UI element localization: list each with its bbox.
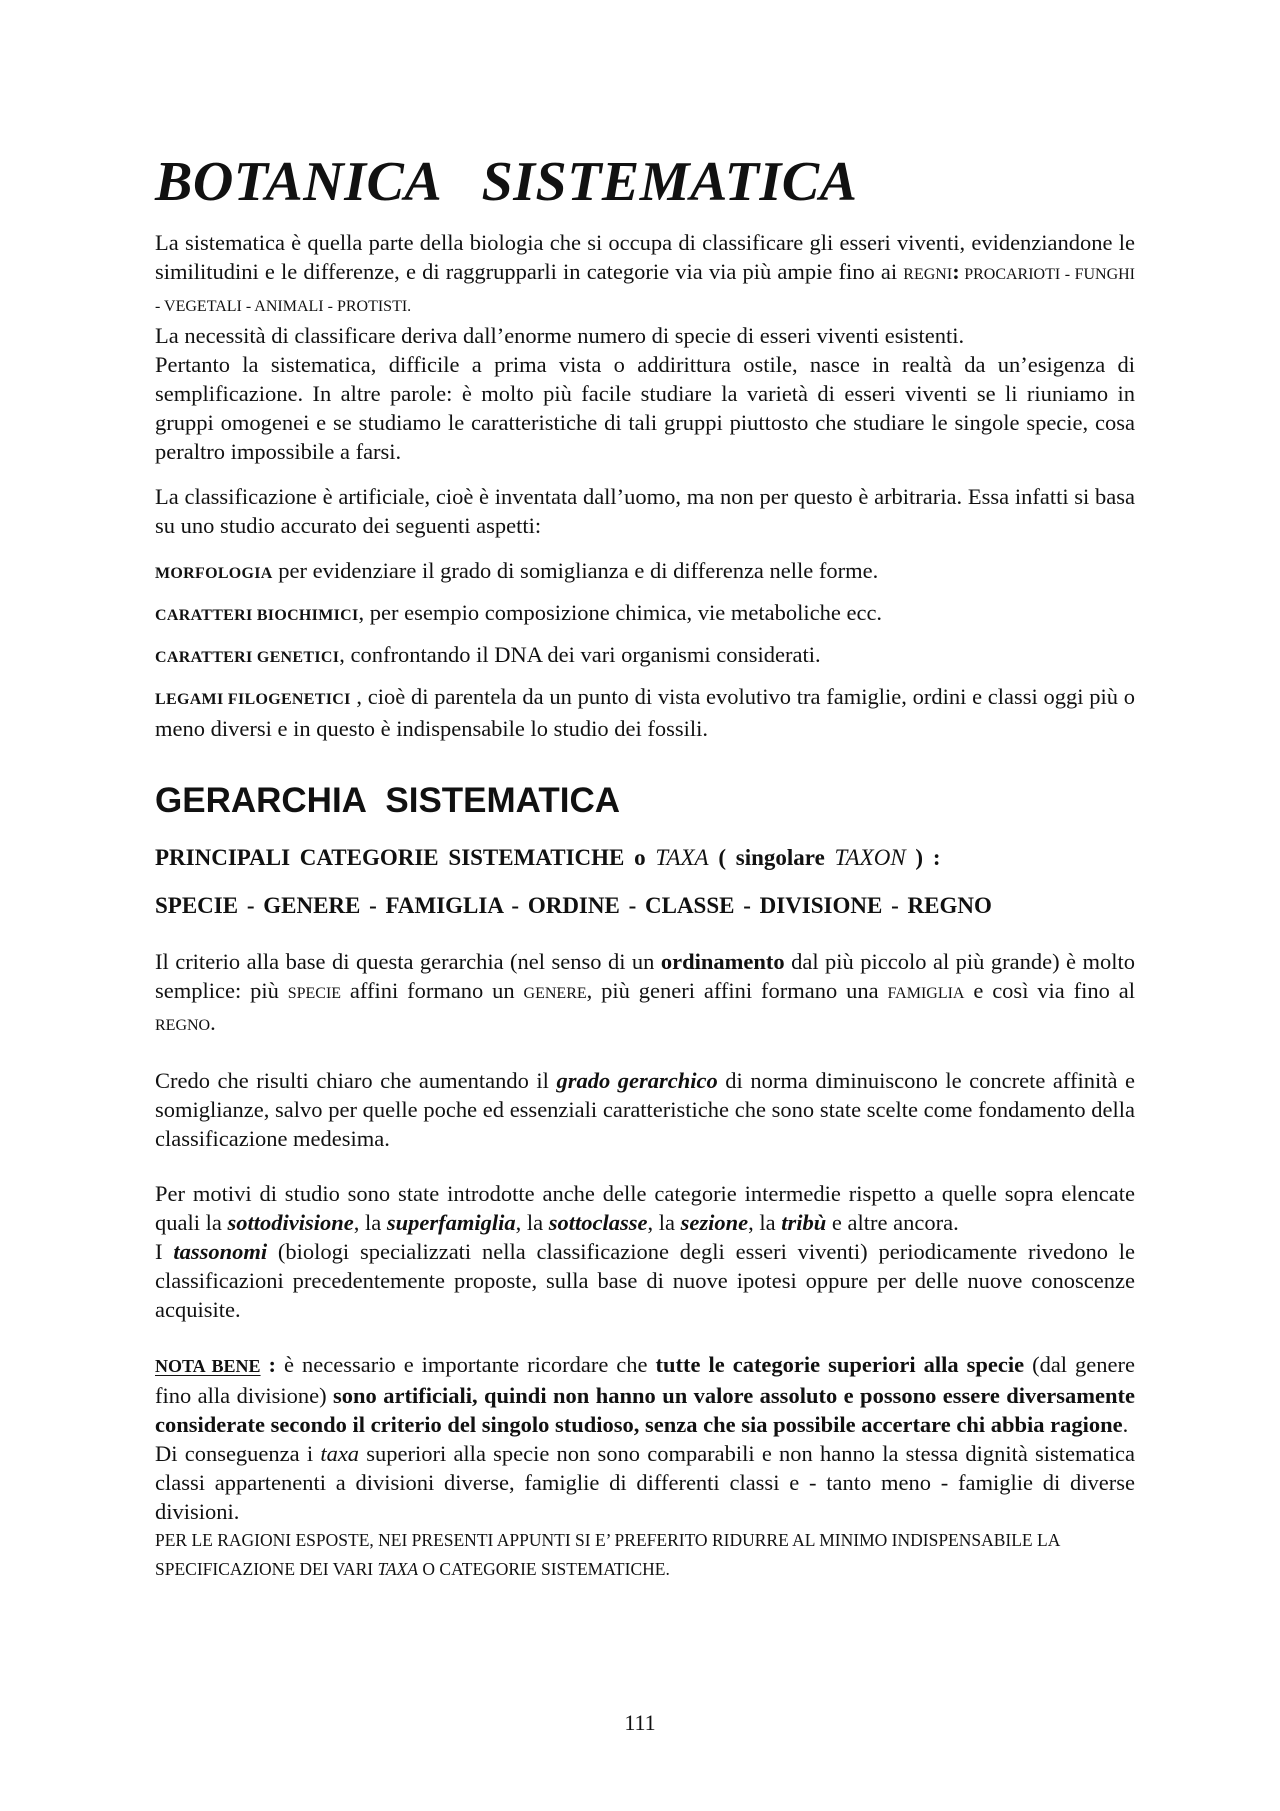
- text: PER LE RAGIONI ESPOSTE, NEI PRESENTI APPUNTI SI E’ PREFERITO RIDURRE AL MINIMO INDISPENSABILE LA SPECIFICAZIONE DEI VARI: [155, 1530, 1060, 1579]
- emphasis-text: sono artificiali, quindi non hanno un valore assoluto e possono essere diversamente considerate secondo il criterio del singolo studioso, senza che sia possibile accertare chi abbia ragione: [155, 1383, 1135, 1437]
- text: affini formano un: [341, 978, 524, 1003]
- text: è necessario e importante ricordare che: [276, 1352, 656, 1377]
- criterion-term: CARATTERI BIOCHIMICI: [155, 607, 359, 624]
- emphasis-text: tutte le categorie superiori alla specie: [655, 1352, 1025, 1377]
- taxa-term: TAXA: [655, 845, 709, 870]
- caps-note: [155, 1526, 1135, 1584]
- colon: :: [952, 259, 960, 284]
- text: PRINCIPALI CATEGORIE SISTEMATICHE o: [155, 845, 656, 870]
- section-heading-gerarchia: GERARCHIA SISTEMATICA: [155, 781, 620, 820]
- text: superiori alla specie non sono comparabili e non hanno la stessa dignità sistematica classi appartenenti a divisioni diverse, famiglie di differenti classi e - tanto meno - famiglie di diverse divisioni.: [155, 1441, 1135, 1524]
- criterion-term: MORFOLOGIA: [155, 565, 273, 582]
- text: O CATEGORIE SISTEMATICHE.: [418, 1559, 670, 1579]
- text: (biologi specializzati nella classificazione degli esseri viventi) periodicamente rivedono le classificazioni precedentemente proposte, sulla base di nuove ipotesi oppure per delle nuove conoscenze acquisite.: [155, 1239, 1136, 1322]
- tassonomi-term: tassonomi: [173, 1239, 268, 1264]
- text: Per motivi di studio sono state introdotte anche delle categorie intermedie rispetto a quelle sopra elencate quali la: [155, 1181, 1135, 1235]
- text: Di conseguenza i: [155, 1441, 321, 1466]
- criterion-term: CARATTERI GENETICI: [155, 649, 340, 666]
- text: di norma diminuiscono le concrete affinità e somiglianze, salvo per quelle poche ed essenziali caratteristiche che sono state scelte come fondamento della classificazione medesima.: [155, 1068, 1135, 1151]
- text: ) :: [905, 845, 941, 870]
- conseguenza-paragraph: [155, 1439, 1135, 1526]
- intro-paragraph-2: La necessità di classificare deriva dall’enorme numero di specie di esseri viventi esistenti.: [155, 323, 965, 348]
- nota-bene-paragraph: [155, 1350, 1135, 1439]
- gerarchia-paragraph-2: [155, 1066, 1135, 1153]
- grado-gerarchico-term: grado gerarchico: [556, 1068, 718, 1093]
- sottoclasse-term: sottoclasse: [548, 1210, 648, 1235]
- criterion-text: , confrontando il DNA dei vari organismi considerati.: [339, 642, 821, 667]
- text: ( singolare: [708, 845, 835, 870]
- nota-bene-label: NOTA BENE: [155, 1356, 261, 1376]
- criterion-genetici: [155, 640, 1135, 672]
- text: La sistematica è quella parte della biologia che si occupa di classificare gli esseri viventi, evidenziandone le similitudini e le differenze, e di raggrupparli in categorie via via più ampie fino ai: [155, 230, 1135, 284]
- text: .: [210, 1010, 216, 1035]
- page-title: BOTANICA SISTEMATICA: [155, 151, 858, 213]
- criterion-text: per evidenziare il grado di somiglianza e di differenza nelle forme.: [272, 558, 879, 583]
- subheading-categorie: [155, 843, 1135, 873]
- ranks-list: SPECIE - GENERE - FAMIGLIA - ORDINE - CLASSE - DIVISIONE - REGNO: [155, 893, 992, 918]
- text: e altre ancora.: [826, 1210, 959, 1235]
- text: .: [1122, 1412, 1129, 1437]
- text: , la: [515, 1210, 549, 1235]
- sottodivisione-term: sottodivisione: [227, 1210, 354, 1235]
- criterion-biochimici: [155, 598, 1135, 630]
- intro-paragraph-4: La classificazione è artificiale, cioè è inventata dall’uomo, ma non per questo è arbitraria. Essa infatti si basa su uno studio accurato dei seguenti aspetti:: [155, 484, 1135, 538]
- gerarchia-paragraph-4: [155, 1237, 1135, 1324]
- gerarchia-paragraph-3: [155, 1179, 1135, 1237]
- regni-term: REGNI: [903, 266, 953, 283]
- text: , la: [748, 1210, 782, 1235]
- intro-paragraph-3: Pertanto la sistematica, difficile a prima vista o addirittura ostile, nasce in realtà da un’esigenza di semplificazione. In altre parole: è molto più facile studiare la varietà di esseri viventi se li riuniamo in gruppi omogenei e se studiamo le caratteristiche di tali gruppi piuttosto che studiare le singole specie, cosa peraltro impossibile a farsi.: [155, 352, 1135, 464]
- text: , la: [353, 1210, 387, 1235]
- ordinamento-term: ordinamento: [660, 949, 785, 974]
- tribu-term: tribù: [781, 1210, 827, 1235]
- text: , più generi affini formano una: [586, 978, 888, 1003]
- text: I: [155, 1239, 174, 1264]
- criterion-term: LEGAMI FILOGENETICI: [155, 691, 351, 708]
- taxa-term: taxa: [320, 1441, 360, 1466]
- genere-term: GENERE: [523, 985, 587, 1002]
- text: Credo che risulti chiaro che aumentando il: [155, 1068, 557, 1093]
- specie-term: SPECIE: [287, 985, 342, 1002]
- famiglia-term: FAMIGLIA: [887, 985, 965, 1002]
- kingdoms-list: PROCARIOTI - FUNGHI - VEGETALI - ANIMALI - PROTISTI.: [155, 266, 1136, 315]
- text: (dal genere fino alla divisione): [155, 1352, 1135, 1408]
- text: Il criterio alla base di questa gerarchia (nel senso di un: [155, 949, 661, 974]
- criterion-morfologia: [155, 556, 1135, 588]
- taxa-term: TAXA: [377, 1559, 419, 1579]
- criterion-text: , cioè di parentela da un punto di vista evolutivo tra famiglie, ordini e classi oggi più o meno diversi e in questo è indispensabile lo studio dei fossili.: [155, 684, 1135, 741]
- page-body: [155, 150, 1135, 1584]
- criterion-filogenetici: [155, 682, 1135, 743]
- text: :: [260, 1352, 277, 1377]
- superfamiglia-term: superfamiglia: [386, 1210, 516, 1235]
- gerarchia-paragraph-1: [155, 947, 1135, 1040]
- regno-term: REGNO: [155, 1017, 211, 1034]
- text: , la: [647, 1210, 681, 1235]
- page-number: 111: [624, 1710, 656, 1735]
- taxon-term: TAXON: [834, 845, 906, 870]
- criterion-text: , per esempio composizione chimica, vie metaboliche ecc.: [358, 600, 883, 625]
- text: e così via fino al: [964, 978, 1135, 1003]
- text: dal più piccolo al più grande) è molto semplice: più: [155, 949, 1135, 1003]
- sezione-term: sezione: [680, 1210, 749, 1235]
- intro-paragraph-1: [155, 228, 1135, 321]
